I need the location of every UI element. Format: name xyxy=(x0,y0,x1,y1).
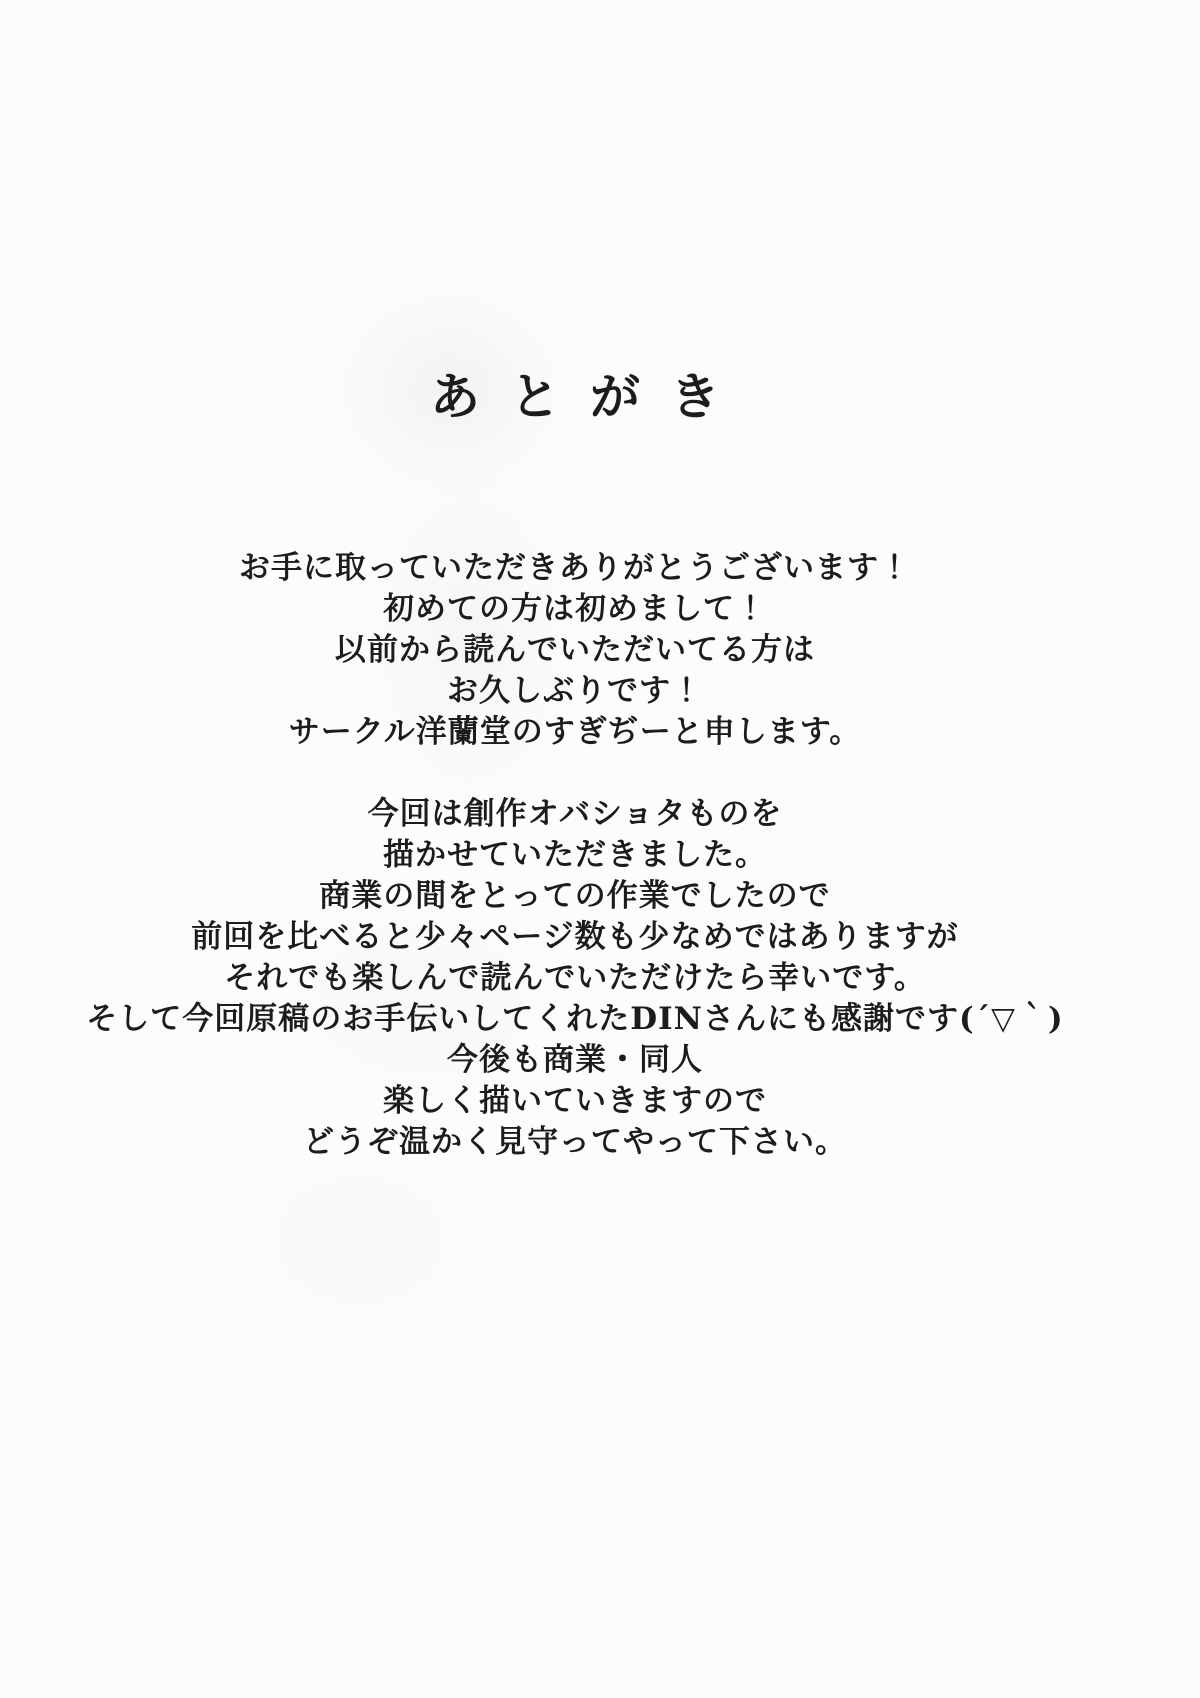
text-line: お手に取っていただきありがとうございます！ xyxy=(239,549,911,586)
text-line: そして今回原稿のお手伝いしてくれたDINさんにも感謝です(´▽｀) xyxy=(86,1000,1064,1037)
text-line: お久しぶりです！ xyxy=(447,672,703,709)
text-line: 初めての方は初めまして！ xyxy=(383,590,767,627)
text-line: 前回を比べると少々ページ数も少なめではありますが xyxy=(191,918,959,955)
text-line: 楽しく描いていきますので xyxy=(383,1082,767,1119)
page-title: あとがき xyxy=(430,367,750,426)
text-line: 以前から読んでいただいてる方は xyxy=(335,631,815,668)
text-line: 商業の間をとっての作業でしたので xyxy=(319,877,831,914)
text-line: 今後も商業・同人 xyxy=(447,1041,703,1078)
text-line: サークル洋蘭堂のすぎぢーと申します。 xyxy=(288,713,862,750)
text-line: 描かせていただきました。 xyxy=(383,836,767,873)
text-line: それでも楽しんで読んでいただけたら幸いです。 xyxy=(224,959,926,996)
afterword-text xyxy=(0,548,1150,1163)
text-line: どうぞ温かく見守ってやって下さい。 xyxy=(303,1123,847,1160)
paragraph-1 xyxy=(0,548,1150,753)
text-line: 今回は創作オバショタものを xyxy=(367,795,783,832)
paragraph-2 xyxy=(0,794,1150,1163)
